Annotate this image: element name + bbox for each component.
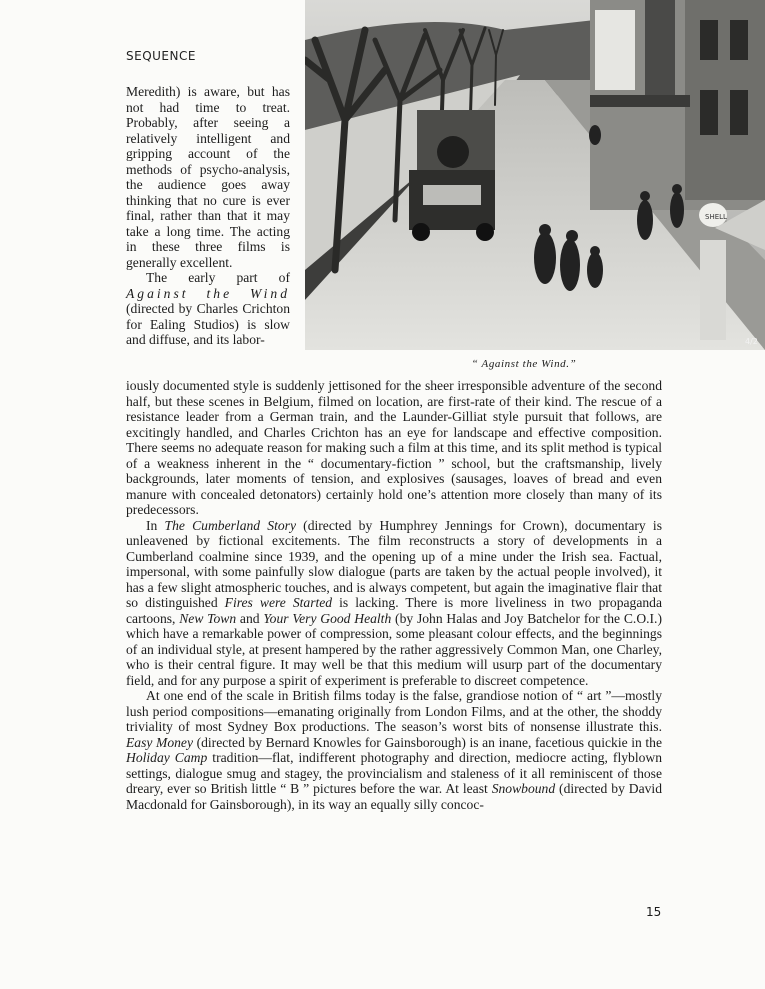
paragraph-text: iously documented style is suddenly jettisoned for the sheer irresponsible adventure of the second half, but these scenes in Belgium, filmed on location, are first-rate of their kind. The rescue of a resistance leader from a German train, and the Launder-Gilliat style pursuit that follows, are excitingly handled, and Charles Crichton has an eye for landscape and effective composition. There seems no adequate reason for making such a film at this time, and its split method is typical of a weakness inherent in the “ documentary-fiction ” school, but the craftsmanship, lively backgrounds, later moments of tension, and explosives (sausages, loaves of bread and even manure with concealed detonators) certainly hold one’s attention more closely than many of its predecessors. xyxy=(126,378,662,517)
full-width-text xyxy=(126,378,662,812)
paragraph-text: The early part of xyxy=(146,270,290,285)
paragraph-text: (directed by Humphrey Jennings for Crown), documentary is unleavened by fictional excitements. The film reconstructs a story of developments in a Cumberland coalmine since 1939, and the opening up of a mine under the Irish sea. Factual, impersonal, with some painfully slow dialogue (parts are taken by the actual people involved), it has a few slight atmospheric touches, and is always competent, but again the imaginative flair that so distinguished xyxy=(126,517,662,610)
paragraph xyxy=(126,518,662,689)
film-title: New Town xyxy=(179,610,237,626)
paragraph-text: At one end of the scale in British films today is the false, grandiose notion of “ art ”—mostly lush period compositions—emanating originally from London Films, and at the other, the shoddy triviality of most Sydney Box productions. The season’s worst bits of nonsense illustrate this. xyxy=(126,688,662,734)
film-title: Snowbound xyxy=(491,781,556,796)
paragraph-text: Meredith) is aware, but has not had time to treat. Probably, after seeing a relatively intelligent and gripping account of the methods of psycho-analysis, the audience goes away thinking that no cure is ever final, rather than that it may take a long time. The acting in these three films is generally excellent. xyxy=(126,84,290,270)
photo-corner-mark: 4/2 xyxy=(745,337,758,346)
film-title: Holiday Camp xyxy=(126,750,208,765)
photo-shell-sign: SHELL xyxy=(705,213,727,221)
paragraph-text: (directed by David Macdonald for Gainsborough), in its way an equally silly concoc- xyxy=(126,781,662,812)
paragraph xyxy=(126,378,662,518)
paragraph-text: (directed by Bernard Knowles for Gainsborough) is an inane, facetious quickie in the xyxy=(193,734,662,750)
paragraph-text: tradition—flat, indifferent photography and direction, mediocre acting, flyblown settings, dialogue smug and stagey, the provincialism and staleness of it all reminiscent of those dreary, ever so British little “ B ” pictures before the war. At least xyxy=(126,750,663,796)
film-title: Fires were Started xyxy=(224,595,333,610)
running-head: SEQUENCE xyxy=(126,49,196,63)
street-scene-image xyxy=(305,0,765,350)
paragraph-text: and xyxy=(236,610,264,626)
paragraph xyxy=(126,84,290,270)
paragraph-text: is lacking. There is more liveliness in two propaganda cartoons, xyxy=(126,595,662,626)
film-title: Your Very Good Health xyxy=(263,610,392,626)
paragraph xyxy=(126,270,290,348)
film-title: Easy Money xyxy=(126,734,193,750)
photo-caption: “ Against the Wind.” xyxy=(471,358,577,370)
film-title: Against the Wind xyxy=(126,285,290,301)
paragraph-text: (directed by Charles Crichton for Ealing Studios) is slow and diffuse, and its labor- xyxy=(126,301,290,347)
paragraph xyxy=(126,688,662,812)
film-title: The Cumberland Story xyxy=(164,517,296,533)
paragraph-text: (by John Halas and Joy Batchelor for the C.O.I.) which have a remarkable power of compression, some pleasant colour effects, and the beginnings of an individual style, at present hampered by the rather aggressively Common Man, one Charley, who is their central figure. It may well be that this medium will usurp part of the documentary field, and for any purpose a spirit of experiment is preferable to discreet competence. xyxy=(126,610,662,688)
page-number: 15 xyxy=(646,905,662,919)
paragraph-text: In xyxy=(146,517,165,533)
narrow-column-text xyxy=(126,84,290,348)
film-still-photo xyxy=(305,0,765,350)
